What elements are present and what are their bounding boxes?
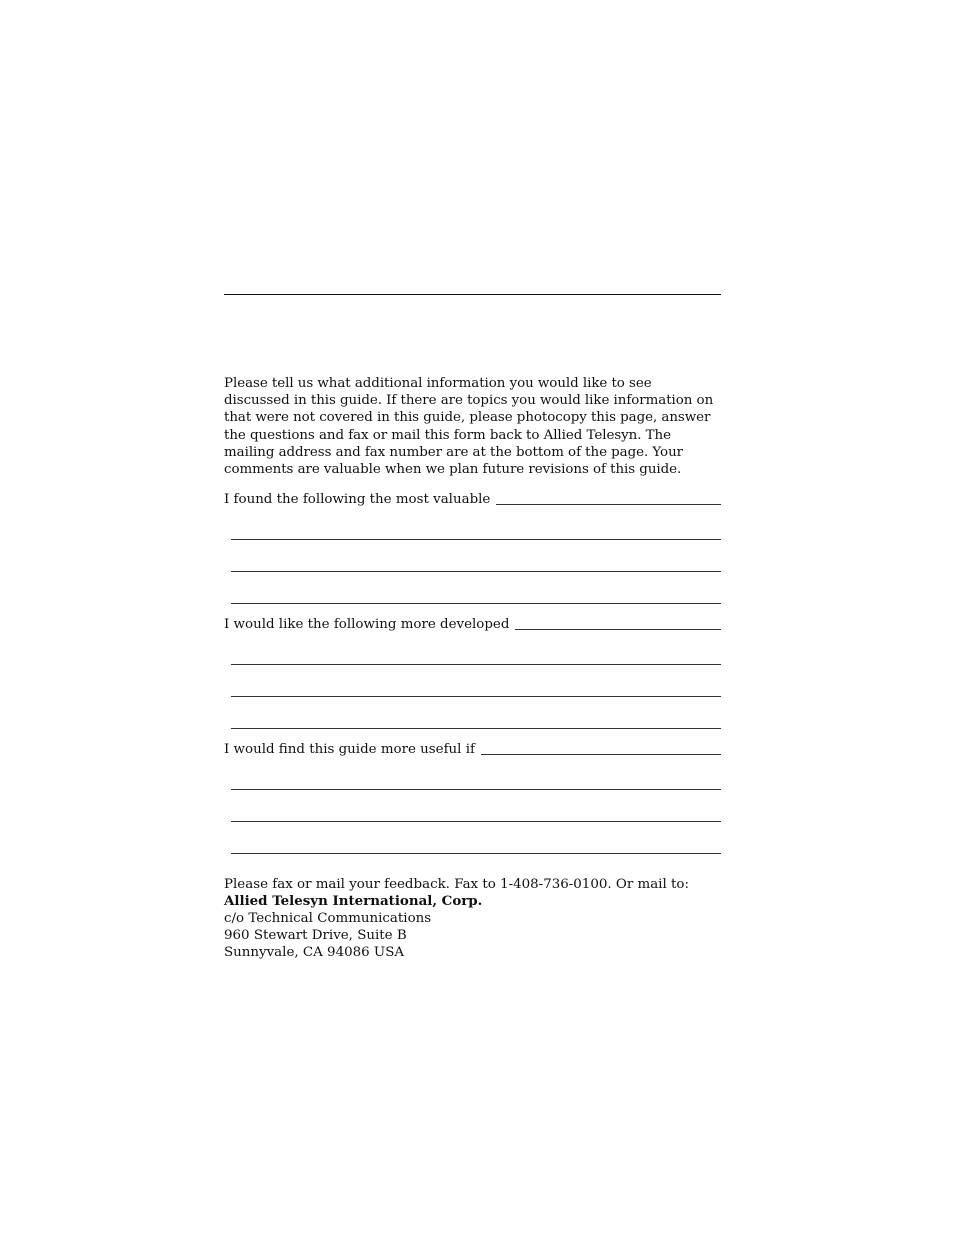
top-rule <box>224 294 721 295</box>
answer-line[interactable] <box>231 790 721 822</box>
street-address: 960 Stewart Drive, Suite B <box>224 928 407 944</box>
question-prompt: I would find this guide more useful if <box>224 742 475 758</box>
fax-instructions: Please fax or mail your feedback. Fax to 1-408-736-0100. Or mail to: <box>224 877 689 893</box>
answer-line[interactable] <box>231 665 721 697</box>
prompt-line <box>224 741 721 758</box>
department: c/o Technical Communications <box>224 911 432 927</box>
mailing-info <box>224 876 721 961</box>
answer-line[interactable] <box>231 540 721 572</box>
answer-line[interactable] <box>231 572 721 604</box>
answer-line[interactable] <box>231 633 721 665</box>
answer-line[interactable] <box>231 508 721 540</box>
answer-line[interactable] <box>231 822 721 854</box>
question-most-valuable <box>224 491 721 604</box>
answer-line[interactable] <box>231 697 721 729</box>
answer-blank[interactable] <box>515 616 721 630</box>
city-address: Sunnyvale, CA 94086 USA <box>224 945 405 961</box>
intro-paragraph: Please tell us what additional information you would like to see discussed in this guide. If there are topics you would like information on that were not covered in this guide, please photocopy this page, answer the questions and fax or mail this form back to Allied Telesyn. The mailing address and fax number are at the bottom of the page. Your comments are valuable when we plan future revisions of this guide. <box>224 376 714 478</box>
question-more-useful <box>224 741 721 854</box>
answer-line[interactable] <box>231 758 721 790</box>
answer-blank[interactable] <box>496 491 721 505</box>
prompt-line <box>224 616 721 633</box>
feedback-form <box>224 375 721 961</box>
company-name: Allied Telesyn International, Corp. <box>224 893 483 910</box>
question-prompt: I would like the following more developed <box>224 617 510 633</box>
prompt-line <box>224 491 721 508</box>
question-more-developed <box>224 616 721 729</box>
answer-blank[interactable] <box>481 741 721 755</box>
question-prompt: I found the following the most valuable <box>224 492 491 508</box>
